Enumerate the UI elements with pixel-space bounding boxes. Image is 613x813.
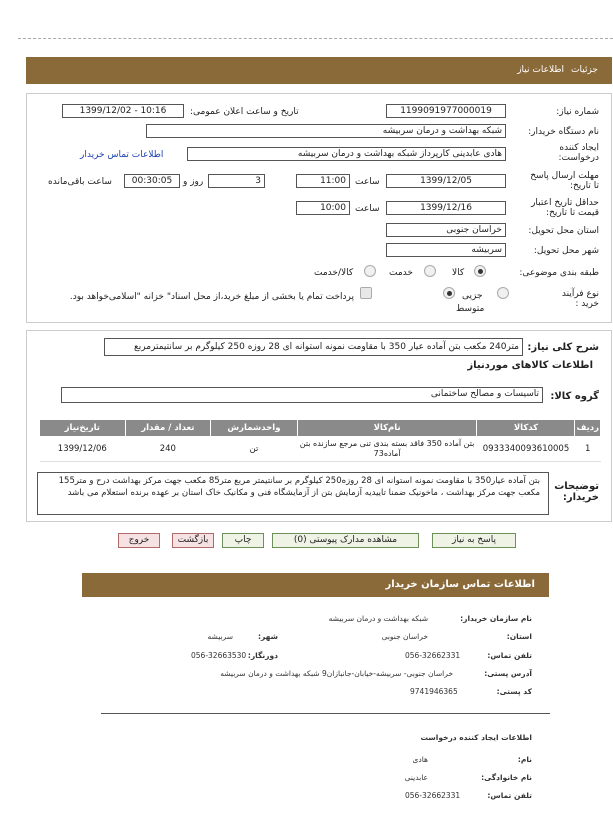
address-value: خراسان جنوبی- سربیشه-خیابان-جانباز‌ان9 شبکه بهداشت و درمان سربیشه (220, 669, 453, 678)
category-goods-label: کالا (452, 268, 465, 278)
category-goods-radio[interactable] (474, 265, 486, 277)
treasury-payment-checkbox[interactable] (360, 287, 372, 299)
family-value: عابدینی (404, 773, 428, 782)
creator-phone-value: 056-32662331 (405, 791, 461, 800)
price-validity-time-field[interactable]: 10:00 (296, 201, 350, 215)
table-row[interactable] (40, 437, 601, 462)
province-label: استان محل تحویل: (528, 226, 599, 236)
creator-field[interactable]: هادی عابدینی کارپرداز شبکه بهداشت و درمان سربیشه (187, 147, 506, 161)
need-number-label: شماره نیاز: (556, 107, 599, 117)
col-date: تاریخ‌نیاز (40, 420, 126, 437)
process-label: نوع فرآیند خرید : (561, 289, 599, 309)
cell-unit: تن (211, 437, 298, 462)
desc-label: شرح کلی نیاز: (527, 342, 599, 353)
col-row: ردیف (575, 420, 601, 437)
table-header-row (40, 420, 601, 437)
price-validity-date-field[interactable]: 1399/12/16 (386, 201, 506, 215)
contact-section-title: اطلاعات تماس سازمان خریدار (385, 579, 535, 590)
reply-button[interactable]: پاسخ به نیاز (432, 533, 516, 548)
process-partial-radio[interactable] (497, 287, 509, 299)
buyer-field[interactable]: شبکه بهداشت و درمان سربیشه (146, 124, 506, 138)
name-label: نام: (517, 755, 532, 764)
category-service-radio[interactable] (424, 265, 436, 277)
family-label: نام خانوادگی: (481, 773, 532, 782)
col-qty: تعداد / مقدار (125, 420, 211, 437)
days-field[interactable]: 3 (208, 174, 265, 188)
fax-value: 056-32663530 (191, 651, 247, 660)
category-both-label: کالا/خدمت (314, 268, 354, 278)
cell-qty: 240 (125, 437, 211, 462)
details-link[interactable]: جزئیات (571, 65, 598, 75)
contact-divider (101, 713, 550, 714)
col-unit: واحدشمارش (211, 420, 298, 437)
print-button[interactable]: چاپ (222, 533, 264, 548)
col-name: نام‌کالا (297, 420, 477, 437)
org-value: شبکه بهداشت و درمان سربیشه (328, 614, 428, 623)
top-divider (18, 38, 613, 39)
exit-button[interactable]: خروج (118, 533, 160, 548)
postal-label: کد پستی: (496, 687, 532, 696)
announce-label: تاریخ و ساعت اعلان عمومی: (190, 107, 299, 117)
province-contact-label: استان: (506, 632, 532, 641)
postal-value: 9741946365 (410, 687, 458, 696)
header-bar (26, 57, 612, 84)
price-validity-time-label: ساعت (355, 204, 380, 214)
notes-field: بتن آماده عیار350 با مقاومت نمونه استوانه ای 28 روزه250 کیلوگرم بر سانتیمتر مربع متر85 مکعب جهت مرکز بهداشت درح و متر155 مکعب جهت مرکز بهداشت ، ماخونیک ضمنا تاییدیه آزمایش بتن از آزمایشگاه فنی و مکانیک خاک استان بر عهده برنده استعلام می باشد (37, 472, 549, 515)
price-validity-label: حداقل تاریخ اعتبار قیمت تا تاریخ: (531, 198, 599, 218)
group-field[interactable]: تاسیسات و مصالح ساختمانی (61, 387, 543, 403)
deadline-date-field[interactable]: 1399/12/05 (386, 174, 506, 188)
remaining-time-field[interactable]: 00:30:05 (124, 174, 180, 188)
cell-row: 1 (575, 437, 601, 462)
city-contact-value: سربیشه (207, 632, 233, 641)
buyer-label: نام دستگاه خریدار: (528, 127, 599, 137)
category-service-label: خدمت (389, 268, 413, 278)
deadline-time-label: ساعت (355, 177, 380, 187)
fax-label: دورنگار: (247, 651, 278, 660)
announce-field[interactable]: 1399/12/02 - 10:16 (62, 104, 184, 118)
group-label: گروه کالا: (550, 391, 599, 402)
city-label: شهر محل تحویل: (533, 246, 599, 256)
address-label: آدرس پستی: (484, 669, 532, 678)
category-both-radio[interactable] (364, 265, 376, 277)
need-number-field[interactable]: 1199091977000019 (386, 104, 506, 118)
payment-note: پرداخت تمام یا بخشی از مبلغ خرید،از محل اسناد" خزانه "اسلامی‌خواهد بود. (69, 292, 354, 302)
creator-label: ایجاد کننده درخواست: (558, 143, 599, 163)
days-label: روز و (183, 177, 204, 187)
process-medium-label: متوسط (456, 304, 485, 314)
province-field[interactable]: خراسان جنوبی (386, 223, 506, 237)
creator-phone-label: تلفن تماس: (487, 791, 532, 800)
buyer-contact-link[interactable]: اطلاعات تماس خریدار (80, 150, 164, 160)
city-field[interactable]: سربیشه (386, 243, 506, 257)
phone-value: 056-32662331 (405, 651, 461, 660)
name-value: هادی (412, 755, 428, 764)
desc-field[interactable]: متر240 مکعب بتن آماده عیار 350 با مقاومت نمونه استوانه ای 28 روزه 250 کیلوگرم بر سانتیمترمربع (104, 338, 523, 356)
process-medium-radio[interactable] (443, 287, 455, 299)
col-code: کدکالا (477, 420, 575, 437)
back-button[interactable]: بازگشت (172, 533, 214, 548)
deadline-time-field[interactable]: 11:00 (296, 174, 350, 188)
category-label: طبقه بندی موضوعی: (519, 268, 599, 278)
remaining-label: ساعت باقی‌مانده (48, 177, 112, 187)
deadline-label: مهلت ارسال پاسخ تا تاریخ: (530, 171, 599, 191)
cell-name: بتن آماده 350 فاقد بسته بندی تنی مرجع سازنده بتن آماده73 (297, 437, 477, 462)
cell-date: 1399/12/06 (40, 437, 126, 462)
phone-label: تلفن تماس: (487, 651, 532, 660)
goods-info-title: اطلاعات کالاهای موردنیاز (467, 360, 593, 371)
contact-section-bar (82, 573, 549, 597)
process-partial-label: جزیی (462, 291, 483, 301)
attachments-button[interactable]: مشاهده مدارک پیوستی (0) (272, 533, 419, 548)
need-info-tab[interactable]: اطلاعات نیاز (517, 65, 564, 75)
creator-info-title: اطلاعات ایجاد کننده درخواست (420, 733, 532, 742)
items-table (39, 419, 601, 462)
city-contact-label: شهر: (258, 632, 278, 641)
province-contact-value: خراسان جنوبی (381, 632, 428, 641)
cell-code: 0933340093610005 (477, 437, 575, 462)
notes-label: توضیحات خریدار: (554, 481, 599, 503)
org-label: نام سازمان خریدار: (460, 614, 532, 623)
